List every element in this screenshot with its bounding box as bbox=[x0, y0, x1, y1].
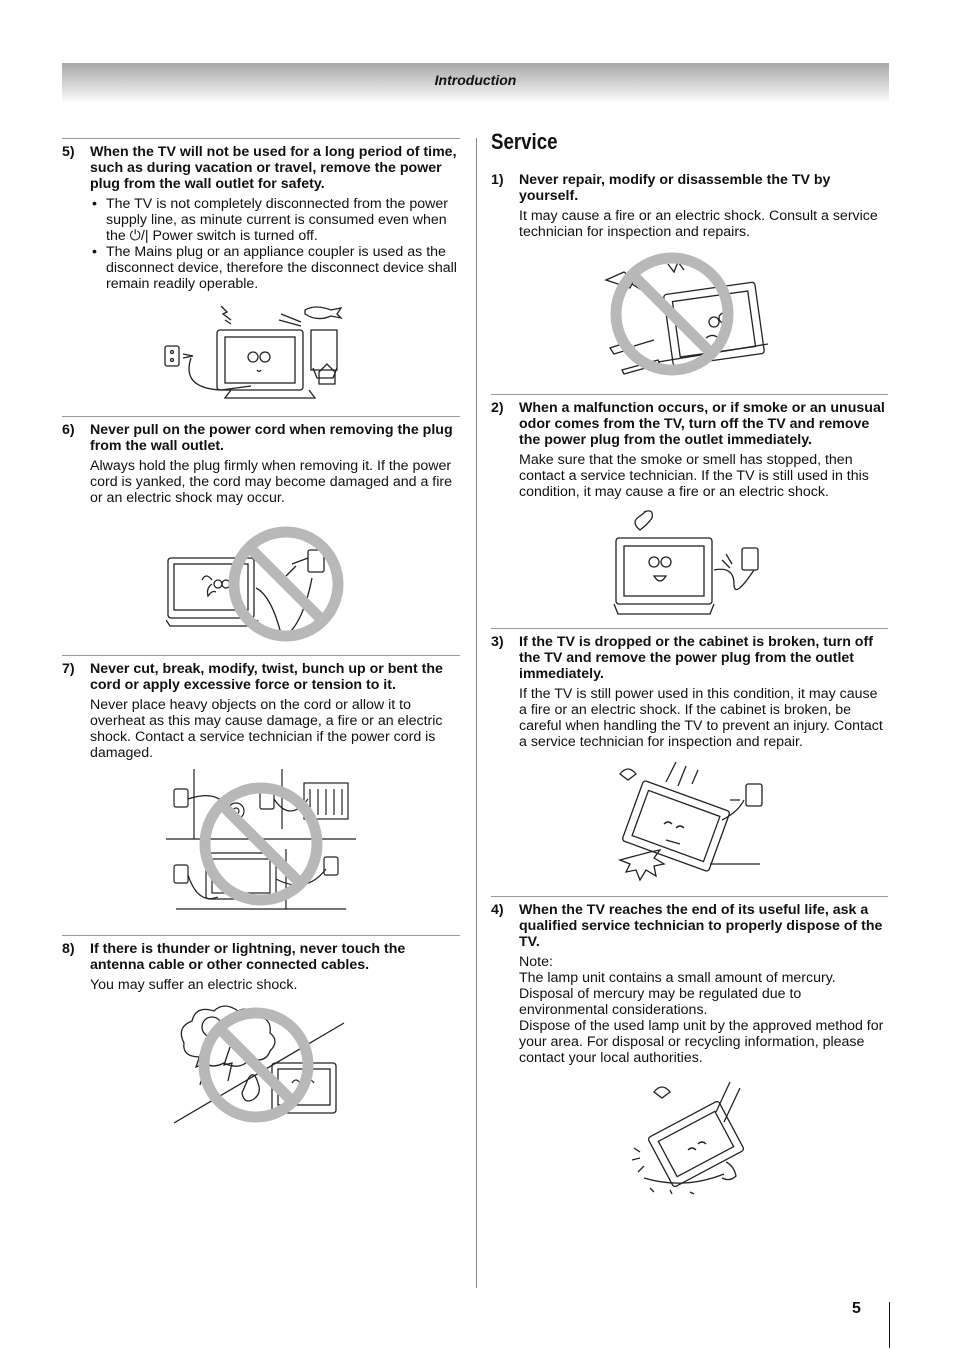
no-pulling-cord-illustration bbox=[166, 520, 356, 645]
bullet-item: • The Mains plug or an appliance coupler is used as the disconnect device, therefore the disconnect device shall remain readily operable. bbox=[90, 244, 460, 292]
item-heading: Never cut, break, modify, twist, bunch up or bent the cord or apply excessive force or tension to it. bbox=[90, 661, 443, 693]
service-item-3 bbox=[491, 628, 888, 886]
item-7 bbox=[62, 655, 460, 919]
item-heading: Never pull on the power cord when removing the plug from the wall outlet. bbox=[90, 422, 453, 454]
section-title-service: Service bbox=[491, 129, 558, 154]
column-divider bbox=[476, 138, 477, 1288]
item-body: Always hold the plug firmly when removing it. If the power cord is yanked, the cord may become damaged and a fire or an electric shock may occur. bbox=[90, 458, 452, 506]
tv-unplugged-illustration bbox=[161, 302, 361, 402]
right-column bbox=[491, 131, 888, 1202]
dropped-tv-illustration bbox=[610, 760, 770, 886]
item-number: 7) bbox=[62, 661, 75, 677]
item-heading: When the TV reaches the end of its useful life, ask a qualified service technician to properly dispose of the TV. bbox=[519, 902, 883, 950]
item-5 bbox=[62, 138, 460, 402]
item-body: If the TV is still power used in this condition, it may cause a fire or an electric shock. If the cabinet is broken, be careful when handling the TV to prevent an injury. Contact a service technician for inspection and repair. bbox=[519, 686, 883, 750]
bullet-item: • The TV is not completely disconnected from the power supply line, as minute current is consumed even when the ⏻/| Power switch is turned off. bbox=[90, 196, 460, 244]
item-6 bbox=[62, 416, 460, 645]
item-heading: If the TV is dropped or the cabinet is broken, turn off the TV and remove the power plug from the outlet immediately. bbox=[519, 634, 873, 682]
item-number: 2) bbox=[491, 400, 504, 416]
item-number: 8) bbox=[62, 941, 75, 957]
service-item-4 bbox=[491, 896, 888, 1202]
no-disassembly-illustration bbox=[602, 252, 777, 382]
header-title: Introduction bbox=[434, 72, 517, 88]
item-body bbox=[519, 954, 888, 1066]
end-of-life-tv-illustration bbox=[630, 1078, 750, 1202]
item-8 bbox=[62, 935, 460, 1128]
item-heading: Never repair, modify or disassemble the TV by yourself. bbox=[519, 172, 831, 204]
item-number: 4) bbox=[491, 902, 504, 918]
item-heading: When the TV will not be used for a long period of time, such as during vacation or travel, remove the power plug from the wall outlet for safety. bbox=[90, 144, 457, 192]
note-label: Note: bbox=[519, 954, 553, 970]
note-line: The lamp unit contains a small amount of mercury. Disposal of mercury may be regulated due to environmental considerations. bbox=[519, 970, 836, 1018]
item-body: It may cause a fire or an electric shock. Consult a service technician for inspection and repairs. bbox=[519, 208, 878, 240]
item-heading: If there is thunder or lightning, never touch the antenna cable or other connected cables. bbox=[90, 941, 406, 973]
item-number: 6) bbox=[62, 422, 75, 438]
item-body: Never place heavy objects on the cord or allow it to overheat as this may cause damage, a fire or an electric shock. Contact a service technician if the power cord is damaged. bbox=[90, 697, 443, 761]
smoke-unplug-illustration bbox=[610, 510, 770, 618]
item-number: 3) bbox=[491, 634, 504, 650]
header-bar bbox=[62, 63, 889, 103]
left-column bbox=[62, 138, 460, 1128]
item-body: You may suffer an electric shock. bbox=[90, 977, 298, 993]
service-item-2 bbox=[491, 394, 888, 618]
item-body: Make sure that the smoke or smell has stopped, then contact a service technician. If the TV is still used in this condition, it may cause a fire or an electric shock. bbox=[519, 452, 869, 500]
item-heading: When a malfunction occurs, or if smoke or an unusual odor comes from the TV, turn off the TV and remove the power plug from the outlet immediately. bbox=[519, 400, 885, 448]
item-number: 5) bbox=[62, 144, 75, 160]
page-number: 5 bbox=[852, 1300, 861, 1317]
page-number-rule bbox=[889, 1302, 890, 1348]
no-touch-during-lightning-illustration bbox=[174, 1003, 349, 1128]
no-damaging-cord-illustration bbox=[166, 769, 356, 919]
service-item-1 bbox=[491, 167, 888, 382]
bullet-list bbox=[90, 196, 460, 292]
note-line: Dispose of the used lamp unit by the approved method for your area. For disposal or recycling information, please contact your local authorities. bbox=[519, 1018, 884, 1066]
item-number: 1) bbox=[491, 172, 504, 188]
